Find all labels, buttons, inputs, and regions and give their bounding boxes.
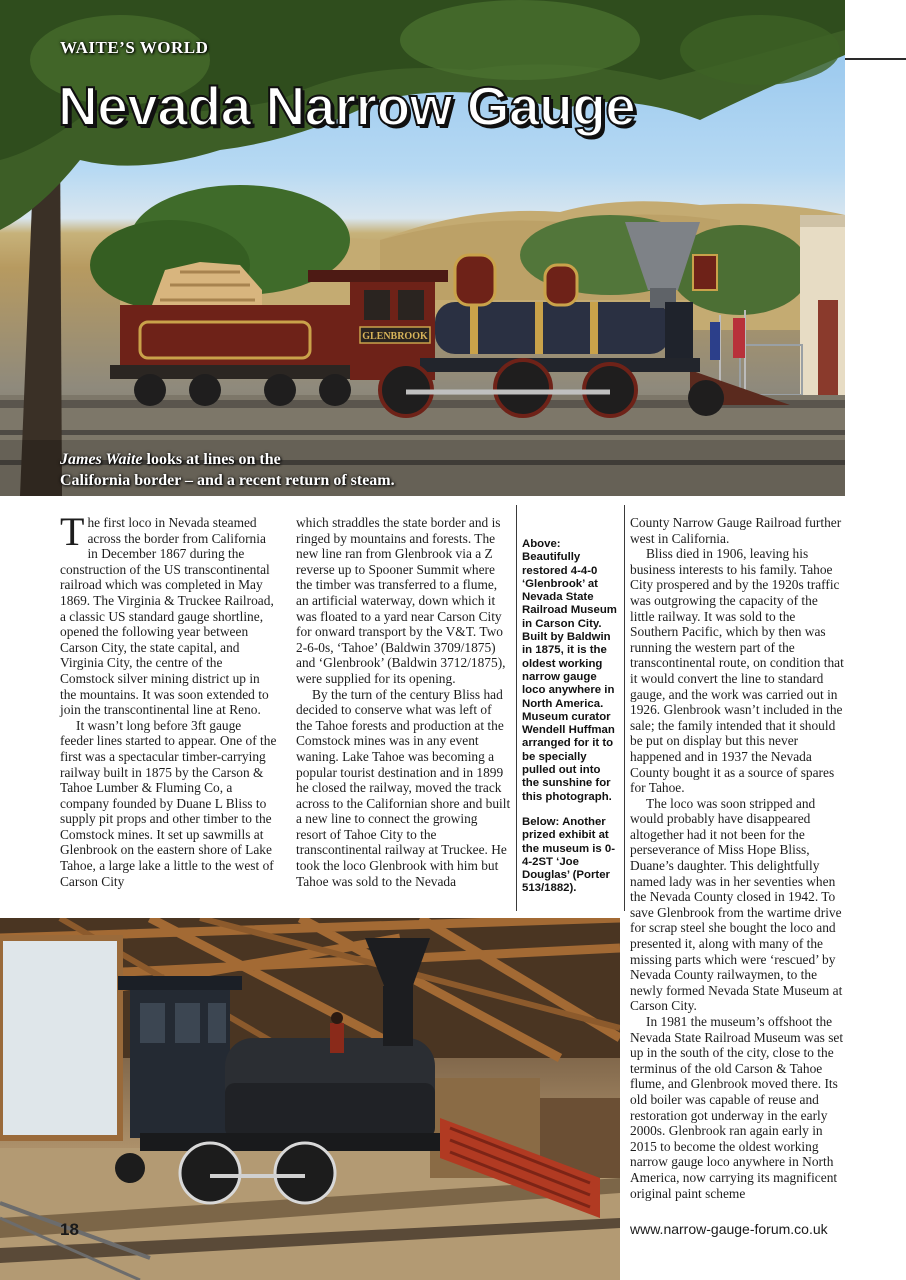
article-paragraph: By the turn of the century Bliss had decided to conserve what was left of the Tahoe forests and production at the Comstock mines was in any event waning. Lake Tahoe was becoming a popular tourist destination and in 1899 he closed the railway, moved the track across to the Californian shore and built a new line to connect the growing resort of Tahoe City to the transcontinental railway at Truckee. He took the loco Glenbrook with him but Tahoe was sold to the Nevada bbox=[296, 686, 511, 889]
page-title: Nevada Narrow Gauge bbox=[58, 75, 636, 137]
article-paragraph: It wasn’t long before 3ft gauge feeder lines started to appear. One of the first was a spectacular timber-carrying railway built in 1875 by the Carson & Tahoe Lumber & Fluming Co, a company founded by Duane L Bliss to supply pit props and other timber to the Comstock mines. It set up sawmills at Glenbrook on the eastern shore of Lake Tahoe, a large lake a little to the west of Carson City bbox=[60, 717, 277, 889]
standfirst-line2: California border – and a recent return of steam. bbox=[60, 472, 395, 489]
article-paragraph: In 1981 the museum’s offshoot the Nevada State Railroad Museum was set up in the south of the city, close to the terminus of the old Carson & Tahoe flume, and Glenbrook moved there. Its old boiler was capable of reuse and restoration got underway in the early 2000s. Glenbrook ran again early in 2015 to become the oldest working narrow gauge loco anywhere in North America, now carrying its magnificent original paint scheme bbox=[630, 1014, 844, 1201]
article-paragraph: The first loco in Nevada steamed across the border from California in December 1867 during the construction of the US transcontinental railroad which was completed in May 1869. The Virginia & Truckee Railroad, a classic US standard gauge shortline, opened the following year between Carson City, the state capital, and Virginia City, the centre of the Comstock silver mining district up in the mountains. It was soon extended to join the transcontinental line at Reno. bbox=[60, 509, 274, 718]
article-paragraph: which straddles the state border and is ringed by mountains and forests. The new line ran from Glenbrook via a Z reverse up to Spooner Summit where the timber was transferred to a flume, an artificial waterway, down which it was floated to a yard near Carson City for onward transport by the V&T. Two 2-6-0s, ‘Tahoe’ (Baldwin 3709/1875) and ‘Glenbrook’ (Baldwin 3712/1875), were supplied for its opening. bbox=[296, 515, 506, 686]
caption-below: Below: Another prized exhibit at the museum is 0-4-2ST ‘Joe Douglas’ (Porter 513/1882). bbox=[522, 815, 616, 895]
article-column-1 bbox=[60, 509, 278, 889]
article-paragraph: County Narrow Gauge Railroad further west in California. bbox=[630, 515, 842, 546]
caption-divider-right bbox=[624, 505, 625, 911]
hero-photo bbox=[0, 0, 845, 496]
footer-url: www.narrow-gauge-forum.co.uk bbox=[630, 1221, 828, 1237]
section-kicker: WAITE’S WORLD bbox=[60, 38, 209, 57]
article-paragraph: The loco was soon stripped and would probably have disappeared altogether had it not been for the perseverance of Miss Hope Bliss, Duane’s daughter. This delightfully named lady was in her seventies when the Nevada County closed in 1942. To save Glenbrook from the wartime drive for scrap steel she bought the loco and presented it, along with many of the missing parts which were ‘rescued’ by Nevada County railwaymen, to the newly formed Nevada State Museum at Carson City. bbox=[630, 795, 843, 1014]
loco-nameplate: GLENBROOK bbox=[362, 331, 428, 342]
museum-photo-illustration bbox=[0, 918, 620, 1280]
article-paragraph: Bliss died in 1906, leaving his business interests to his family. Tahoe City prospered and by the 1920s traffic was outgrowing the capacity of the little railway. It was sold to the Southern Pacific, which by then was running the western part of the transcontinental route, on condition that it would convert the line to standard gauge, and the work was carried out in 1926. Glenbrook wasn’t included in the sale; the family intended that it should be put on display but this never happened and in 1937 the Nevada County bought it as a source of spares for Tahoe. bbox=[630, 546, 844, 796]
caption-divider-left bbox=[516, 505, 517, 911]
author-name: James Waite bbox=[60, 451, 143, 468]
article-column-2 bbox=[296, 515, 511, 889]
drop-cap: T bbox=[60, 509, 85, 554]
header-rule bbox=[845, 58, 906, 60]
standfirst-line1: looks at lines on the bbox=[142, 451, 281, 468]
museum-photo bbox=[0, 918, 620, 1280]
caption-above: Above: Beautifully restored 4-4-0 ‘Glenbrook’ at Nevada State Railroad Museum in Carson City. Built by Baldwin in 1875, it is the oldest working narrow gauge loco anywhere in North America. Museum curator Wendell Huffman arranged for it to be specially pulled out into the sunshine for this photograph. bbox=[522, 538, 617, 803]
page-number: 18 bbox=[60, 1220, 79, 1239]
photo-captions bbox=[522, 538, 620, 908]
standfirst bbox=[60, 449, 480, 491]
article-column-3 bbox=[630, 515, 845, 1201]
